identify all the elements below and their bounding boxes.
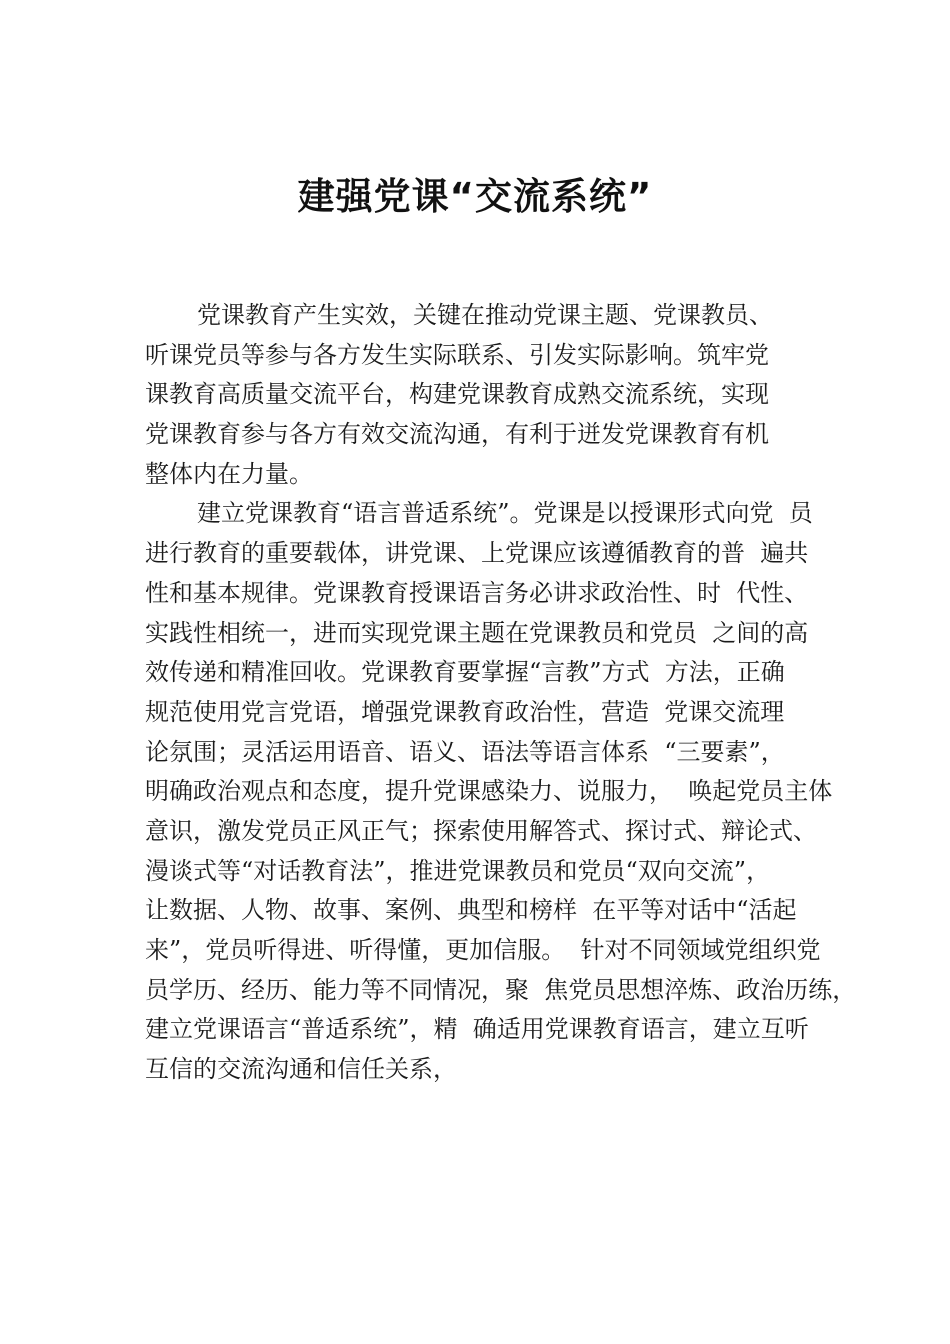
paragraph-1: [145, 296, 845, 494]
paragraph-line: 党课教育参与各方有效交流沟通，有利于迸发党课教育有机: [145, 420, 769, 449]
paragraph-line: 论氛围；灵活运用语音、语义、语法等语言体系 “三要素”，: [145, 737, 785, 766]
paragraph-line: 让数据、人物、故事、案例、典型和榜样 在平等对话中“活起: [145, 896, 797, 925]
paragraph-line: 效传递和精准回收。党课教育要掌握“言教”方式 方法，正确: [145, 658, 785, 687]
paragraph-line: 员学历、经历、能力等不同情况，聚 焦党员思想淬炼、政治历练，: [145, 975, 857, 1004]
paragraph-line: 明确政治观点和态度，提升党课感染力、说服力， 唤起党员主体: [145, 777, 833, 806]
paragraph-line: 听课党员等参与各方发生实际联系、引发实际影响。筑牢党: [145, 340, 769, 369]
paragraph-line: 性和基本规律。党课教育授课语言务必讲求政治性、时 代性、: [145, 578, 809, 607]
paragraph-line: 建立党课教育“语言普适系统”。党课是以授课形式向党 员: [197, 499, 813, 528]
document-title: 建强党课“交流系统”: [297, 175, 653, 218]
paragraph-line: 实践性相统一，进而实现党课主题在党课教员和党员 之间的高: [145, 618, 809, 647]
paragraph-line: 规范使用党言党语，增强党课教育政治性，营造 党课交流理: [145, 697, 785, 726]
paragraph-2: [145, 494, 857, 1089]
paragraph-line: 整体内在力量。: [145, 459, 313, 488]
document-body: [145, 296, 857, 1090]
paragraph-line: 来”，党员听得进、听得懂，更加信服。 针对不同领域党组织党: [145, 936, 821, 964]
paragraph-line: 党课教育产生实效，关键在推动党课主题、党课教员、: [197, 301, 773, 329]
paragraph-line: 互信的交流沟通和信任关系，: [145, 1055, 457, 1084]
paragraph-line: 课教育高质量交流平台，构建党课教育成熟交流系统，实现: [145, 380, 769, 409]
paragraph-line: 漫谈式等“对话教育法”，推进党课教员和党员“双向交流”，: [145, 856, 771, 885]
paragraph-line: 意识，激发党员正风正气；探索使用解答式、探讨式、辩论式、: [145, 816, 817, 845]
paragraph-line: 进行教育的重要载体，讲党课、上党课应该遵循教育的普 遍共: [145, 539, 809, 568]
paragraph-line: 建立党课语言“普适系统”，精 确适用党课教育语言，建立互听: [145, 1015, 809, 1044]
